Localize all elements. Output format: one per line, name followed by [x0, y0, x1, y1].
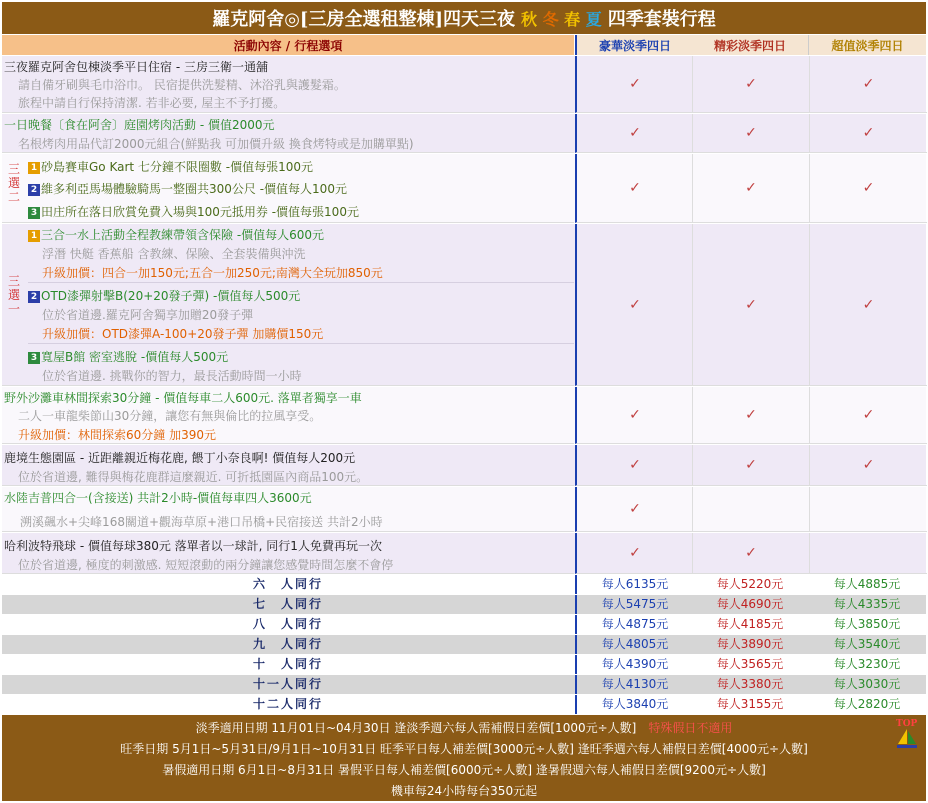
price-deluxe: 每人3380元 — [716, 677, 784, 691]
row-choose-one — [2, 224, 926, 386]
group-size-label: 六 人同行 — [252, 577, 323, 591]
price-deluxe: 每人4690元 — [716, 597, 784, 611]
check-icon: ✓ — [575, 224, 693, 386]
row-deer-title: 鹿境生態園區 - 近距離親近梅花鹿, 餵丁小奈良啊! 價值每人200元 — [4, 451, 356, 465]
top-label: TOP — [896, 719, 918, 729]
price-luxury: 每人4130元 — [575, 675, 693, 694]
check-icon: ✓ — [692, 224, 809, 386]
season-notes-footer — [2, 715, 926, 801]
price-row-7 — [2, 595, 926, 614]
check-icon: ✓ — [692, 154, 809, 223]
check-icon: ✓ — [575, 387, 693, 444]
option-horse-riding: 2 維多利亞馬場體驗騎馬一整圈共300公尺 -價值每人100元 — [28, 180, 347, 197]
row-atv-title: 野外沙灘車林間探索30分鐘 - 價值每車二人600元. 落單者獨享一車 — [4, 391, 362, 405]
row-zorb-note: 位於省道邊, 極度的刺激感. 短短滾動的兩分鐘讓您感覺時間怎麼不會停 — [18, 558, 394, 572]
check-icon: ✓ — [692, 387, 809, 444]
number-1-icon: 1 — [28, 230, 40, 242]
option-escape-room: 3 寬屋B館 密室逃脫 -價值每人500元 位於省道邊. 挑戰你的智力，最長活動時間一小時 — [28, 344, 574, 386]
number-3-icon: 3 — [28, 207, 40, 219]
price-luxury: 每人5475元 — [575, 595, 693, 614]
group-size-label: 九 人同行 — [252, 637, 323, 651]
header-plan-deluxe: 精彩淡季四日 — [692, 35, 809, 55]
check-icon: ✓ — [809, 114, 927, 153]
season-winter: 冬 — [542, 9, 559, 29]
price-luxury: 每人3840元 — [575, 695, 693, 714]
option-sunset: 3 田庄所在落日欣賞免費入場與100元抵用券 -價值每張100元 — [28, 203, 359, 220]
group-size-label: 十 人同行 — [252, 657, 323, 671]
price-row-6 — [2, 575, 926, 594]
side-label-choose-one: 三 選 一 — [7, 274, 20, 316]
row-deer-park — [2, 445, 926, 486]
price-value: 每人3230元 — [833, 657, 901, 671]
price-value: 每人2820元 — [833, 697, 901, 711]
check-icon: ✓ — [809, 224, 927, 386]
number-3-icon: 3 — [28, 352, 40, 364]
price-deluxe: 每人3565元 — [716, 657, 784, 671]
back-to-top-button[interactable] — [896, 719, 922, 749]
note-off-season: 淡季適用日期 11月01日~04月30日 逢淡季週六每人需補假日差價[1000元÷人數] 特殊假日不適用 — [195, 721, 733, 735]
row-deer-note: 位於省道邊, 難得與梅花鹿群這麼親近. 可折抵園區內商品100元。 — [18, 470, 369, 484]
check-icon: ✓ — [692, 114, 809, 153]
check-icon: ✓ — [809, 56, 927, 113]
price-value: 每人3030元 — [833, 677, 901, 691]
price-value: 每人4335元 — [833, 597, 901, 611]
row-bbq-title: 一日晚餐〔食在阿舍〕庭園烤肉活動 - 價值2000元 — [4, 118, 275, 132]
sailboat-icon — [896, 729, 918, 749]
header-plan-luxury: 豪華淡季四日 — [575, 35, 694, 55]
check-icon: ✓ — [809, 445, 927, 486]
row-atv-upgrade: 升級加價：林間探索60分鐘 加390元 — [18, 428, 216, 442]
season-autumn: 秋 — [520, 9, 537, 29]
price-row-9 — [2, 635, 926, 654]
option-paintball: 2 OTD漆彈射擊B(20+20發子彈) -價值每人500元 位於省道邊.羅克阿舍獨享加贈20發子彈 升級加價：OTD漆彈A-100+20發子彈 加購價150元 — [28, 283, 574, 344]
header-plan-value: 超值淡季四日 — [809, 35, 926, 55]
row-jeep-note: 溯溪飆水+尖峰168關道+觀海草原+港口吊橋+民宿接送 共計2小時 — [20, 515, 383, 529]
price-value: 每人4885元 — [833, 577, 901, 591]
number-2-icon: 2 — [28, 184, 40, 196]
option-gokart: 1 砂島賽車Go Kart 七分鐘不限圈數 -價值每張100元 — [28, 158, 313, 175]
note-scooter: 機車每24小時每台350元起 — [390, 784, 538, 798]
row-lodging-title: 三夜羅克阿舍包棟淡季平日住宿 - 三房三衛一通舖 — [4, 60, 268, 74]
price-row-11 — [2, 675, 926, 694]
price-luxury: 每人4875元 — [575, 615, 693, 634]
season-summer: 夏 — [585, 9, 602, 29]
title-main: 羅克阿舍◎[三房全選租整棟]四天三夜 — [212, 9, 515, 30]
price-luxury: 每人4805元 — [575, 635, 693, 654]
row-bbq — [2, 114, 926, 153]
season-spring: 春 — [564, 9, 581, 29]
row-atv-note: 二人一車龍柴節山30分鐘，讓您有無與倫比的拉風享受。 — [18, 409, 322, 423]
group-size-label: 十一人同行 — [252, 677, 323, 691]
price-luxury: 每人4390元 — [575, 655, 693, 674]
group-size-label: 八 人同行 — [252, 617, 323, 631]
row-lodging-note2: 旅程中請自行保持清潔. 若非必要, 屋主不予打擾。 — [18, 96, 286, 110]
price-row-10 — [2, 655, 926, 674]
price-deluxe: 每人4185元 — [716, 617, 784, 631]
check-icon: ✓ — [809, 387, 927, 444]
row-zorb-title: 哈利波特飛球 - 價值每球380元 落單者以一球計, 同行1人免費再玩一次 — [4, 539, 382, 553]
check-icon: ✓ — [692, 56, 809, 113]
check-icon: ✓ — [692, 445, 809, 486]
title-seasons — [521, 7, 602, 30]
note-peak-season: 旺季日期 5月1日~5月31日/9月1日~10月31日 旺季平日每人補差價[3000元÷人數] 逢旺季週六每人補假日差價[4000元÷人數] — [120, 742, 808, 756]
title-suffix: 四季套裝行程 — [607, 9, 716, 30]
price-row-12 — [2, 695, 926, 714]
note-summer-season: 暑假適用日期 6月1日~8月31日 暑假平日每人補差價[6000元÷人數] 逢暑假週六每人補假日差價[9200元÷人數] — [162, 763, 766, 777]
group-size-label: 十二人同行 — [252, 697, 323, 711]
price-deluxe: 每人5220元 — [716, 577, 784, 591]
check-icon: ✓ — [575, 114, 693, 153]
price-deluxe: 每人3155元 — [716, 697, 784, 711]
option-water-sports: 1 三合一水上活動全程教練帶領含保險 -價值每人600元 浮潛 快艇 香蕉船 含教練、保險、全套裝備與沖洗 升級加價：四合一加150元;五合一加250元;南灣大全玩加850元 — [28, 224, 574, 283]
side-label-choose-two: 三 選 二 — [7, 162, 20, 204]
row-bbq-note[interactable]: 名根烤肉用品代訂2000元組合(鮮點我 可加價升級 換食烤特或是加購單點) — [18, 137, 414, 151]
row-choose-two — [2, 154, 926, 223]
row-jeep-title: 水陸吉普四合一(含接送) 共計2小時-價值每車四人3600元 — [4, 491, 312, 505]
price-value: 每人3850元 — [833, 617, 901, 631]
row-lodging-note1: 請自備牙刷與毛巾浴巾。 民宿提供洗髮精、沐浴乳與護髮霜。 — [18, 78, 346, 92]
check-icon: ✓ — [575, 56, 693, 113]
number-2-icon: 2 — [28, 291, 40, 303]
row-lodging — [2, 56, 926, 113]
row-zorb — [2, 533, 926, 574]
check-icon: ✓ — [809, 154, 927, 223]
check-icon: ✓ — [575, 487, 693, 532]
price-deluxe: 每人3890元 — [716, 637, 784, 651]
price-luxury: 每人6135元 — [575, 575, 693, 594]
header-activity: 活動內容 / 行程選項 — [2, 35, 574, 55]
price-value: 每人3540元 — [833, 637, 901, 651]
row-atv — [2, 387, 926, 444]
number-1-icon: 1 — [28, 162, 40, 174]
price-row-8 — [2, 615, 926, 634]
check-icon: ✓ — [575, 154, 693, 223]
page-title — [2, 2, 926, 34]
check-icon: ✓ — [575, 533, 693, 574]
check-icon: ✓ — [692, 533, 809, 574]
group-size-label: 七 人同行 — [252, 597, 323, 611]
row-jeep — [2, 487, 926, 532]
check-icon: ✓ — [575, 445, 693, 486]
